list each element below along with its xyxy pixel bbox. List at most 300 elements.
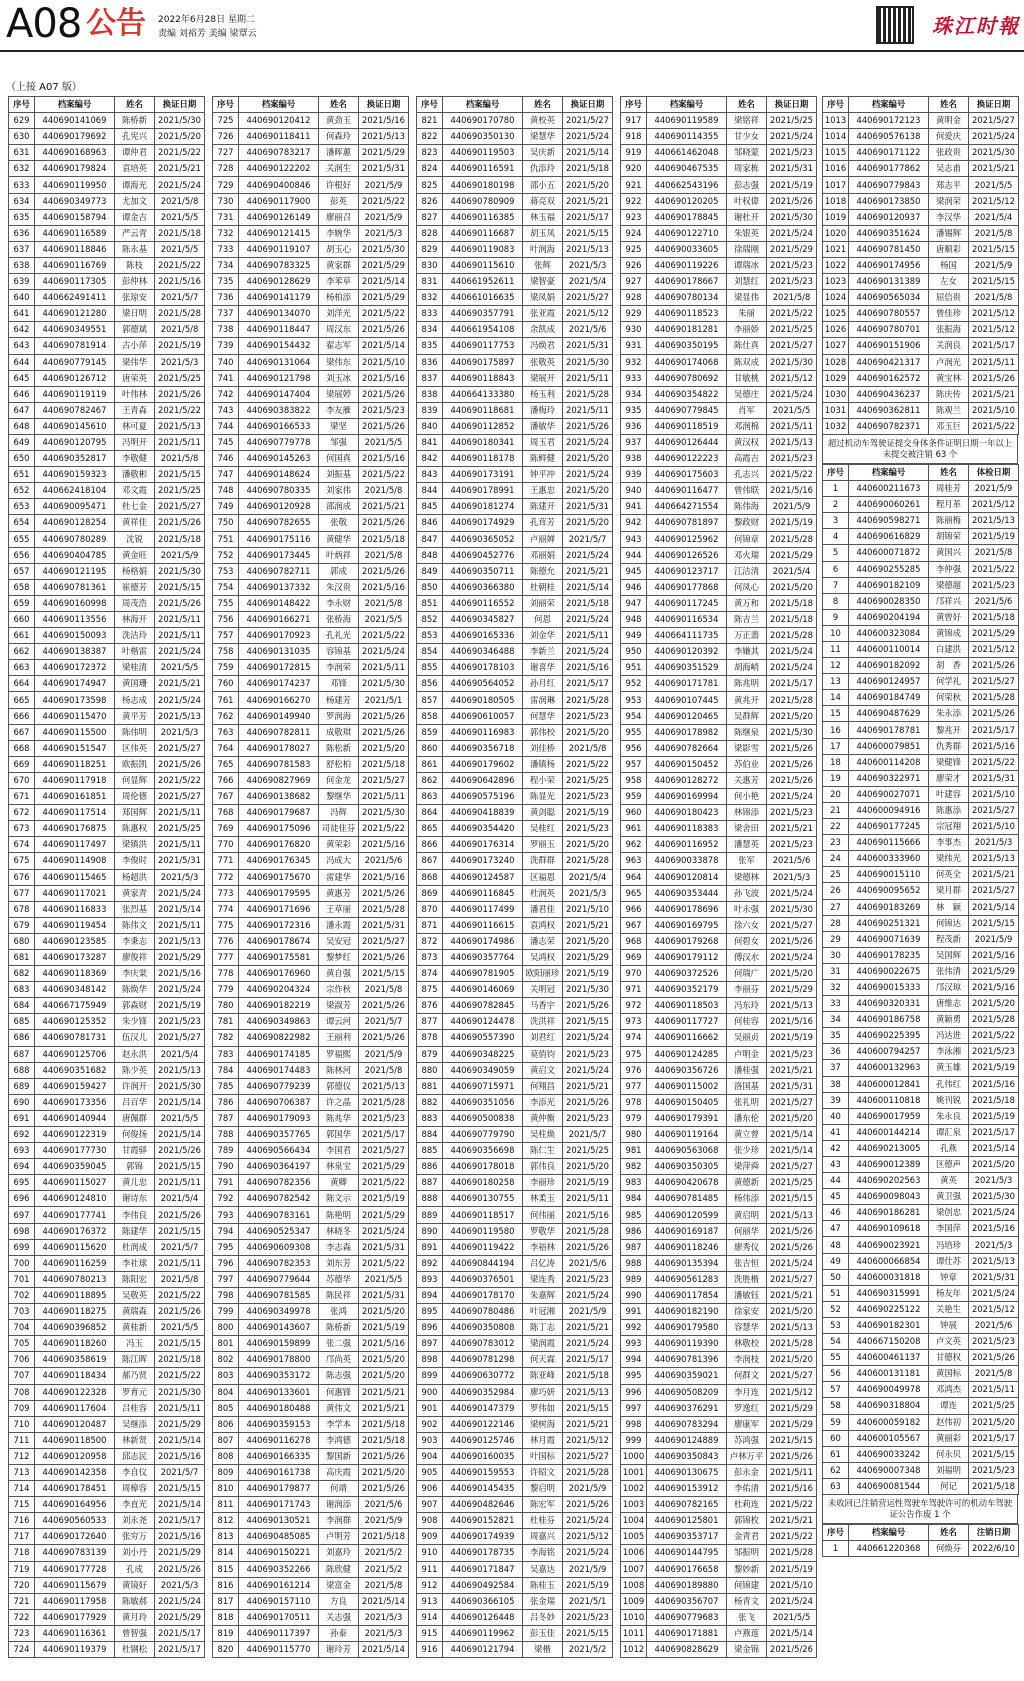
table-cell: 440600114208 (849, 754, 929, 770)
table-cell: 冼洪祥 (523, 1014, 563, 1030)
table-row (823, 609, 1019, 625)
table-cell: 张鸿 (319, 1304, 359, 1320)
table-row (621, 1352, 817, 1368)
table-cell: 黄镜好 (115, 1577, 155, 1593)
table-cell: 邹强 (319, 434, 359, 450)
page-number: A08 (6, 1, 82, 47)
table-row (823, 1334, 1019, 1350)
table-cell: 708 (9, 1384, 35, 1400)
table-row (621, 628, 817, 644)
table-row (213, 789, 409, 805)
table-row (823, 786, 1019, 802)
table-cell: 440690119226 (647, 257, 727, 273)
table-cell: 440690178170 (443, 1287, 523, 1303)
table-cell: 2021/5/23 (767, 805, 817, 821)
table-cell: 梁镇洪 (115, 837, 155, 853)
table-cell: 933 (621, 370, 647, 386)
column-header: 序号 (9, 97, 35, 113)
table-row (621, 1223, 817, 1239)
table-cell: 926 (621, 257, 647, 273)
table-cell: 曾佳珍 (929, 306, 969, 322)
table-cell: 440664133380 (443, 386, 523, 402)
table-cell: 2021/5/18 (155, 531, 205, 547)
table-cell: 973 (621, 1014, 647, 1030)
table-cell: 440690359045 (35, 1159, 115, 1175)
table-row (823, 819, 1019, 835)
table-cell: 905 (417, 1464, 443, 1480)
table-cell: 440690179687 (239, 805, 319, 821)
table-cell: 2021/5/24 (563, 547, 613, 563)
table-cell: 2021/5/26 (969, 1350, 1019, 1366)
table-cell: 2021/5/23 (359, 402, 409, 418)
table-cell: 440690174956 (849, 257, 929, 273)
table-cell: 2021/5/5 (155, 209, 205, 225)
table-cell: 孔伟红 (929, 1076, 969, 1092)
table-row (823, 1044, 1019, 1060)
table-cell: 440690781298 (443, 1352, 523, 1368)
table-cell: 万正翡 (727, 628, 767, 644)
table-cell: 440690780909 (443, 193, 523, 209)
table-cell: 2021/5/13 (969, 513, 1019, 529)
table-cell: 20 (823, 786, 849, 802)
table-row (213, 1175, 409, 1191)
table-cell: 2021/5/26 (359, 949, 409, 965)
table-row (823, 402, 1019, 418)
table-cell: 黄曾好 (929, 609, 969, 625)
table-row (621, 579, 817, 595)
table-cell: 2021/5/20 (155, 129, 205, 145)
table-row (9, 1175, 205, 1191)
table-cell: 2021/5/27 (767, 1368, 817, 1384)
table-cell: 邓润棉 (727, 418, 767, 434)
table-cell: 2021/5/5 (359, 1271, 409, 1287)
column-header: 姓名 (929, 97, 969, 113)
table-row (213, 1400, 409, 1416)
table-cell: 998 (621, 1416, 647, 1432)
table-cell: 781 (213, 1014, 239, 1030)
column-header: 档案编号 (443, 97, 523, 113)
table-cell: 440690783294 (647, 1416, 727, 1432)
table-cell: 2021/5/14 (155, 901, 205, 917)
table-cell: 2021/5/26 (767, 933, 817, 949)
table-cell: 906 (417, 1481, 443, 1497)
table-cell: 770 (213, 837, 239, 853)
table-cell: 林海开 (115, 612, 155, 628)
table-row (213, 982, 409, 998)
table-row (417, 579, 613, 595)
table-cell: 2021/5/24 (155, 982, 205, 998)
table-row (213, 708, 409, 724)
table-cell: 907 (417, 1497, 443, 1513)
table-cell: 2021/5/27 (767, 1159, 817, 1175)
table-cell: 2021/5/21 (563, 1416, 613, 1432)
table-row (417, 467, 613, 483)
table-cell: 李嫌其 (727, 644, 767, 660)
table-cell: 黄启文 (523, 1062, 563, 1078)
table-cell: 甘霞驿 (115, 1143, 155, 1159)
column-header: 注销日期 (969, 1524, 1019, 1540)
table-cell: 罗润海 (319, 708, 359, 724)
table-cell: 440690780557 (849, 306, 929, 322)
table-row (9, 1239, 205, 1255)
table-cell: 2021/5/11 (155, 612, 205, 628)
table-cell: 656 (9, 547, 35, 563)
table-row (823, 129, 1019, 145)
table-cell: 何丽华 (727, 1223, 767, 1239)
table-row (823, 306, 1019, 322)
table-cell: 792 (213, 1191, 239, 1207)
table-cell: 2021/5/25 (969, 1398, 1019, 1414)
table-cell: 黄荣彩 (319, 837, 359, 853)
table-cell: 2021/5/26 (563, 418, 613, 434)
table-cell: 何锦章 (727, 531, 767, 547)
table-cell: 440690128254 (35, 515, 115, 531)
table-row (621, 177, 817, 193)
table-cell: 440690119390 (647, 1336, 727, 1352)
table-row (9, 1432, 205, 1448)
table-cell: 吴德庄 (727, 386, 767, 402)
table-cell: 1012 (621, 1642, 647, 1658)
table-cell: 440690145263 (239, 451, 319, 467)
table-cell: 2021/5/19 (155, 338, 205, 354)
table-cell: 黄立曾 (727, 1127, 767, 1143)
table-cell: 672 (9, 805, 35, 821)
table-cell: 2021/5/16 (969, 947, 1019, 963)
table-row (417, 595, 613, 611)
table-cell: 张伟清 (929, 963, 969, 979)
table-cell: 879 (417, 1046, 443, 1062)
table-row (9, 901, 205, 917)
table-cell: 999 (621, 1432, 647, 1448)
table-row (9, 789, 205, 805)
table-cell: 黄兆开 (727, 692, 767, 708)
table-cell: 徐家安 (727, 1304, 767, 1320)
table-cell: 684 (9, 998, 35, 1014)
table-cell: 896 (417, 1320, 443, 1336)
table-cell: 440690175897 (443, 354, 523, 370)
table-cell: 吕亿涛 (523, 1255, 563, 1271)
table-cell: 2021/5/26 (969, 706, 1019, 722)
table-row (9, 966, 205, 982)
table-cell: 2021/5/20 (563, 933, 613, 949)
table-row (9, 579, 205, 595)
table-cell: 唐顺彩 (929, 241, 969, 257)
table-cell: 440690376291 (647, 1400, 727, 1416)
table-cell: 440690115610 (443, 257, 523, 273)
table-cell: 2021/5/30 (969, 1189, 1019, 1205)
table-row (417, 1561, 613, 1577)
table-cell: 739 (213, 338, 239, 354)
table-cell: 徐六女 (727, 917, 767, 933)
table-cell: 677 (9, 885, 35, 901)
table-cell: 2021/5/18 (563, 161, 613, 177)
table-cell: 2021/5/27 (155, 740, 205, 756)
table-cell: 440690120795 (35, 434, 115, 450)
table-cell: 杨建芳 (319, 692, 359, 708)
table-cell: 871 (417, 917, 443, 933)
table-cell: 2021/5/29 (155, 949, 205, 965)
table-cell: 2021/5/26 (767, 740, 817, 756)
table-row (213, 933, 409, 949)
table-cell: 440690115679 (35, 1577, 115, 1593)
table-cell: 2021/5/26 (359, 885, 409, 901)
table-cell: 2021/5/19 (359, 1320, 409, 1336)
table-cell: 440690141069 (35, 113, 115, 129)
table-cell: 陈仕真 (727, 338, 767, 354)
table-cell: 刘小丹 (115, 1545, 155, 1561)
table-cell: 811 (213, 1497, 239, 1513)
table-row (9, 1320, 205, 1336)
table-cell: 440690170923 (239, 628, 319, 644)
table-cell: 陈兆明 (727, 676, 767, 692)
column-header: 序号 (213, 97, 239, 113)
table-row (9, 563, 205, 579)
table-cell: 朱汉贵 (319, 579, 359, 595)
table-cell: 2021/5/23 (563, 708, 613, 724)
table-cell: 2021/5/23 (767, 451, 817, 467)
table-cell: 2021/5/9 (359, 177, 409, 193)
table-cell: 951 (621, 660, 647, 676)
table-cell: 2021/5/8 (969, 290, 1019, 306)
table-cell: 李丽娇 (727, 322, 767, 338)
table-row (417, 1432, 613, 1448)
table-cell: 2021/5/6 (359, 853, 409, 869)
data-table (212, 96, 409, 1658)
table-cell: 2021/5/24 (563, 612, 613, 628)
table-cell: 2021/5/31 (359, 917, 409, 933)
table-cell: 816 (213, 1577, 239, 1593)
table-cell: 440690122328 (35, 1384, 115, 1400)
table-cell: 440690783161 (239, 1207, 319, 1223)
table-cell: 李学本 (319, 1416, 359, 1432)
table-row (417, 386, 613, 402)
header-meta (158, 13, 257, 41)
table-cell: 54 (823, 1334, 849, 1350)
table-cell: 1010 (621, 1609, 647, 1625)
table-cell: 812 (213, 1513, 239, 1529)
table-cell: 徐瑞刚 (727, 241, 767, 257)
table-cell: 2021/5/20 (969, 1157, 1019, 1173)
table-cell: 440690123717 (647, 563, 727, 579)
table-cell: 黎继华 (319, 789, 359, 805)
table-cell: 793 (213, 1207, 239, 1223)
table-cell: 440690352266 (239, 1561, 319, 1577)
table-cell: 谢润添 (319, 1497, 359, 1513)
table-row (417, 644, 613, 660)
table-cell: 826 (417, 193, 443, 209)
table-cell: 51 (823, 1285, 849, 1301)
table-row (9, 885, 205, 901)
table-cell: 440690135394 (647, 1255, 727, 1271)
table-cell: 彭英 (319, 193, 359, 209)
table-cell: 李佑清 (727, 1481, 767, 1497)
table-cell: 440690120937 (849, 209, 929, 225)
table-cell: 440690023921 (849, 1237, 929, 1253)
table-cell: 廖巧妍 (523, 1384, 563, 1400)
table-cell: 傅汉水 (727, 949, 767, 965)
table-cell: 关艳生 (929, 1301, 969, 1317)
table-cell: 朱银英 (727, 225, 767, 241)
table-cell: 440690119107 (239, 241, 319, 257)
issue-date: 2022年6月28日 星期二 (158, 15, 255, 25)
table-cell: 2021/5/24 (563, 1287, 613, 1303)
table-cell: 645 (9, 370, 35, 386)
table-row (9, 1609, 205, 1625)
table-cell: 694 (9, 1159, 35, 1175)
table-cell: 956 (621, 740, 647, 756)
table-cell: 440690779239 (239, 1078, 319, 1094)
table-cell: 邓鸿杰 (929, 1382, 969, 1398)
table-cell: 2021/5/23 (563, 1110, 613, 1126)
table-cell: 440690117753 (443, 338, 523, 354)
table-cell: 潘敏华 (523, 418, 563, 434)
table-cell: 2021/5/28 (563, 1464, 613, 1480)
table-cell: 2021/5/20 (563, 724, 613, 740)
table-cell: 440690124810 (35, 1191, 115, 1207)
table-cell: 440690169795 (647, 917, 727, 933)
table-cell: 2021/5/22 (969, 1028, 1019, 1044)
table-row (823, 802, 1019, 818)
table-cell: 余凯成 (523, 322, 563, 338)
table-cell: 996 (621, 1384, 647, 1400)
table-cell: 985 (621, 1207, 647, 1223)
table-cell: 440667175949 (35, 998, 115, 1014)
table-cell: 8 (823, 593, 849, 609)
table-row (9, 241, 205, 257)
table-cell: 何慧华 (523, 708, 563, 724)
table-cell: 梁伟华 (115, 354, 155, 370)
table-cell: 仇秀群 (929, 738, 969, 754)
table-cell: 张琼安 (115, 290, 155, 306)
table-cell: 2021/5/14 (767, 1625, 817, 1641)
table-row (213, 1271, 409, 1287)
table-cell: 刘东芳 (319, 1255, 359, 1271)
table-cell: 2021/5/18 (359, 1432, 409, 1448)
table-row (9, 129, 205, 145)
table-cell: 819 (213, 1625, 239, 1641)
table-cell: 945 (621, 563, 647, 579)
table-row (621, 789, 817, 805)
table-cell: 张辉 (523, 257, 563, 273)
table-cell: 高庆霞 (319, 1464, 359, 1480)
table-cell: 440690359153 (239, 1416, 319, 1432)
table-cell: 440690115770 (239, 1642, 319, 1658)
table-cell: 666 (9, 708, 35, 724)
table-row (417, 338, 613, 354)
table-cell: 63 (823, 1478, 849, 1494)
table-row (621, 1110, 817, 1126)
table-cell: 2021/5/17 (969, 722, 1019, 738)
table-cell: 冯明开 (115, 434, 155, 450)
table-cell: 440690175670 (239, 869, 319, 885)
table-cell: 863 (417, 789, 443, 805)
table-cell: 2021/5/11 (359, 789, 409, 805)
table-cell: 严云青 (115, 225, 155, 241)
table-cell: 2021/5/9 (969, 931, 1019, 947)
table-row (823, 947, 1019, 963)
table-cell: 440690173240 (443, 853, 523, 869)
table-cell: 440690117514 (35, 805, 115, 821)
table-row (621, 209, 817, 225)
table-cell: 区德声 (929, 1157, 969, 1173)
table-row (9, 370, 205, 386)
table-row (213, 1529, 409, 1545)
table-cell: 440690782371 (849, 418, 929, 434)
table-cell: 440690561283 (647, 1271, 727, 1287)
table-cell: 潘晖蕙 (319, 145, 359, 161)
table-cell: 440690141179 (239, 290, 319, 306)
table-cell: 867 (417, 853, 443, 869)
table-cell: 2021/5/26 (767, 193, 817, 209)
table-cell: 785 (213, 1078, 239, 1094)
table-cell: 440690176372 (35, 1223, 115, 1239)
table-cell: 890 (417, 1223, 443, 1239)
table-cell: 440690420678 (647, 1175, 727, 1191)
table-cell: 2021/5/19 (563, 1175, 613, 1191)
table-cell: 11 (823, 642, 849, 658)
table-cell: 宗冠翔 (929, 819, 969, 835)
table-row (621, 724, 817, 740)
table-cell: 2021/5/19 (767, 515, 817, 531)
table-cell: 936 (621, 418, 647, 434)
table-row (417, 676, 613, 692)
table-cell: 440690318804 (849, 1398, 929, 1414)
table-cell: 903 (417, 1432, 443, 1448)
table-cell: 440690159553 (443, 1464, 523, 1480)
table-cell: 苏德华 (319, 1271, 359, 1287)
table-cell: 罗伟如 (523, 1400, 563, 1416)
table-cell: 837 (417, 370, 443, 386)
table-row (213, 257, 409, 273)
table-row (213, 1368, 409, 1384)
table-cell: 847 (417, 531, 443, 547)
table-cell: 程小荣 (523, 772, 563, 788)
table-cell: 440690782655 (239, 515, 319, 531)
table-row (417, 998, 613, 1014)
table-cell: 658 (9, 579, 35, 595)
table-cell: 722 (9, 1609, 35, 1625)
table-cell: 刘永尧 (115, 1513, 155, 1529)
table-cell: 870 (417, 901, 443, 917)
table-cell: 2021/5/11 (155, 1175, 205, 1191)
table-cell: 886 (417, 1159, 443, 1175)
table-row (9, 1014, 205, 1030)
table-cell: 2021/5/21 (563, 1320, 613, 1336)
table-row (9, 322, 205, 338)
table-row (823, 1414, 1019, 1430)
table-cell: 440690126712 (35, 370, 115, 386)
table-row (213, 547, 409, 563)
table-cell: 郭伟良 (523, 1159, 563, 1175)
table-cell: 杜钢松 (115, 1642, 155, 1658)
table-cell: 2021/5/31 (359, 1239, 409, 1255)
table-cell: 440690779843 (849, 177, 929, 193)
table-cell: 2021/5/21 (563, 1078, 613, 1094)
table-row (823, 322, 1019, 338)
table-cell: 刘家伟 (319, 483, 359, 499)
table-cell: 440690177868 (647, 579, 727, 595)
table-cell: 张烈基 (115, 901, 155, 917)
table-cell: 孔礼光 (319, 628, 359, 644)
table-cell: 440600132963 (849, 1060, 929, 1076)
table-row (621, 933, 817, 949)
table-cell: 644 (9, 354, 35, 370)
table-cell: 440690125801 (647, 1513, 727, 1529)
table-cell: 2021/5/29 (767, 547, 817, 563)
table-row (417, 1497, 613, 1513)
table-cell: 440664111735 (647, 628, 727, 644)
table-cell: 440690482646 (443, 1497, 523, 1513)
